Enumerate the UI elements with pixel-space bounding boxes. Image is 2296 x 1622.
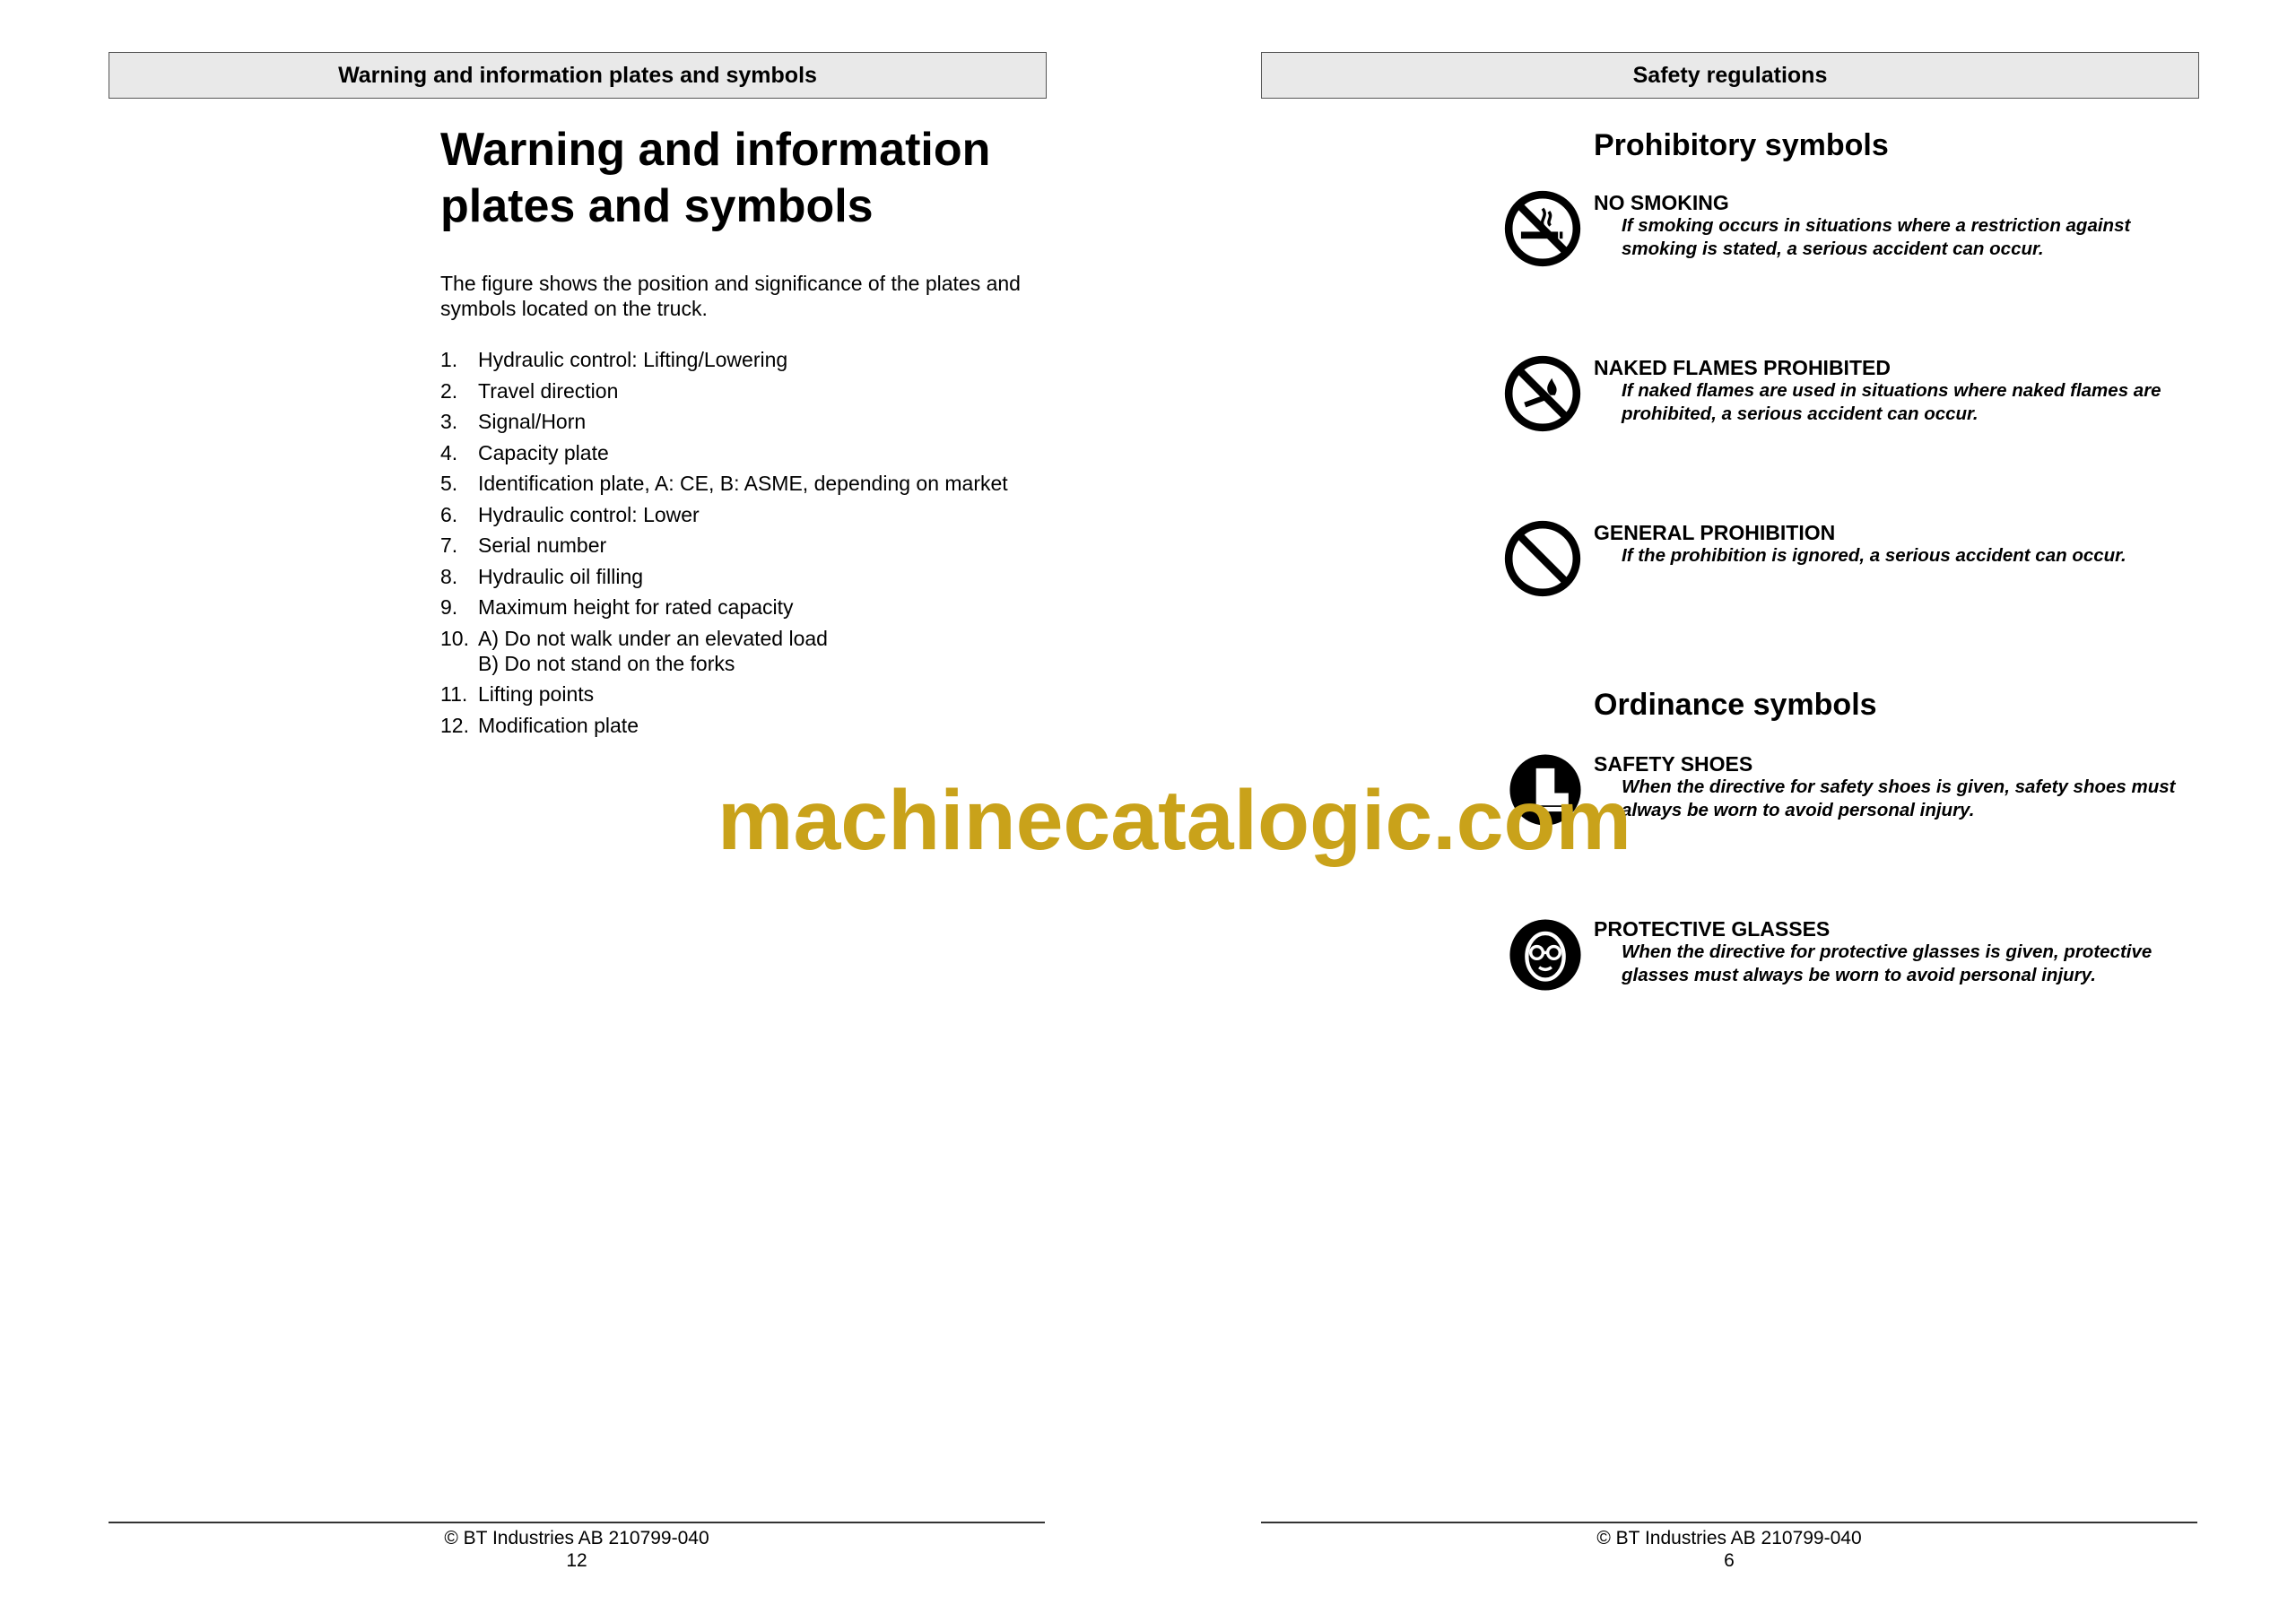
symbol-description: If the prohibition is ignored, a serious accident can occur.: [1622, 545, 2126, 566]
intro-paragraph: The figure shows the position and significance of the plates and symbols located on the truck.: [440, 272, 1021, 320]
symbol-entry-naked-flames: [1261, 355, 2199, 454]
no-smoking-icon: [1504, 190, 1581, 267]
list-item-number: 3.: [440, 410, 458, 433]
symbol-description: If smoking occurs in situations where a restriction against smoking is stated, a serious accident can occur.: [1622, 215, 2131, 259]
list-item: [440, 502, 1068, 527]
footer-copyright: © BT Industries AB 210799-040: [1596, 1528, 1862, 1548]
list-item: [440, 471, 1068, 496]
symbol-title: NO SMOKING: [1594, 191, 1729, 214]
plates-list: [440, 347, 1068, 743]
page-number: 12: [566, 1550, 587, 1571]
list-item-number: 2.: [440, 378, 458, 403]
list-item: [440, 681, 1068, 707]
list-item-text: Modification plate: [478, 713, 639, 737]
list-item-number: 10.: [440, 626, 469, 650]
list-item-number: 9.: [440, 595, 458, 619]
symbol-title: NAKED FLAMES PROHIBITED: [1594, 356, 1891, 379]
symbol-description: When the directive for protective glasses is given, protective glasses must always be worn to avoid personal injury.: [1622, 941, 2152, 985]
symbol-entry-general-prohibition: [1261, 520, 2199, 619]
footer-copyright: © BT Industries AB 210799-040: [444, 1528, 709, 1548]
list-item: [440, 533, 1068, 558]
symbol-title: GENERAL PROHIBITION: [1594, 521, 1836, 544]
list-item: [440, 594, 1068, 620]
page-number: 6: [1724, 1550, 1735, 1571]
symbol-description: When the directive for safety shoes is given, safety shoes must always be worn to avoid personal injury.: [1622, 776, 2176, 820]
list-item-number: 12.: [440, 713, 469, 737]
symbol-entry-no-smoking: [1261, 190, 2199, 289]
list-item-text: Travel direction: [478, 378, 619, 403]
list-item: [440, 409, 1068, 434]
list-item-text: Capacity plate: [478, 440, 609, 464]
protective-glasses-icon: [1507, 916, 1584, 993]
page-header: [109, 52, 1047, 99]
symbol-title: SAFETY SHOES: [1594, 752, 1753, 776]
symbol-description: If naked flames are used in situations where naked flames are prohibited, a serious accident can occur.: [1622, 380, 2161, 424]
list-item: [440, 626, 1068, 676]
list-item-text: Hydraulic control: Lower: [478, 502, 700, 526]
list-item-text: A) Do not walk under an elevated load B) Do not stand on the forks: [478, 626, 828, 675]
watermark-text: machinecatalogic.com: [718, 773, 1631, 868]
page-header: [1261, 52, 2199, 99]
list-item-number: 4.: [440, 440, 458, 464]
list-item-number: 6.: [440, 502, 458, 526]
list-item-number: 11.: [440, 682, 468, 706]
footer-divider: [1261, 1522, 2197, 1523]
symbol-entry-protective-glasses: [1261, 916, 2199, 1015]
prohibitory-symbols-heading: Prohibitory symbols: [1594, 128, 1889, 162]
list-item-text: Signal/Horn: [478, 410, 587, 433]
list-item: [440, 564, 1068, 589]
list-item-text: Hydraulic control: Lifting/Lowering: [478, 348, 788, 371]
page-title: Warning and information plates and symbols: [440, 124, 991, 232]
no-naked-flames-icon: [1504, 355, 1581, 432]
list-item: [440, 713, 1068, 738]
list-item-number: 7.: [440, 533, 458, 557]
list-item-number: 5.: [440, 472, 458, 495]
general-prohibition-icon: [1504, 520, 1581, 597]
list-item-text: Maximum height for rated capacity: [478, 595, 794, 619]
list-item-text: Lifting points: [478, 682, 595, 706]
list-item-text: Serial number: [478, 533, 607, 557]
list-item-number: 8.: [440, 564, 458, 588]
page-header-text: Warning and information plates and symbols: [338, 62, 817, 88]
list-item: [440, 347, 1068, 372]
list-item: [440, 440, 1068, 465]
footer-divider: [109, 1522, 1045, 1523]
list-item-text: Hydraulic oil filling: [478, 564, 644, 588]
page-header-text: Safety regulations: [1632, 62, 1828, 88]
list-item-text: Identification plate, A: CE, B: ASME, depending on market: [478, 472, 1008, 495]
symbol-title: PROTECTIVE GLASSES: [1594, 917, 1831, 941]
list-item: [440, 378, 1068, 403]
ordinance-symbols-heading: Ordinance symbols: [1594, 688, 1877, 722]
list-item-number: 1.: [440, 348, 458, 371]
